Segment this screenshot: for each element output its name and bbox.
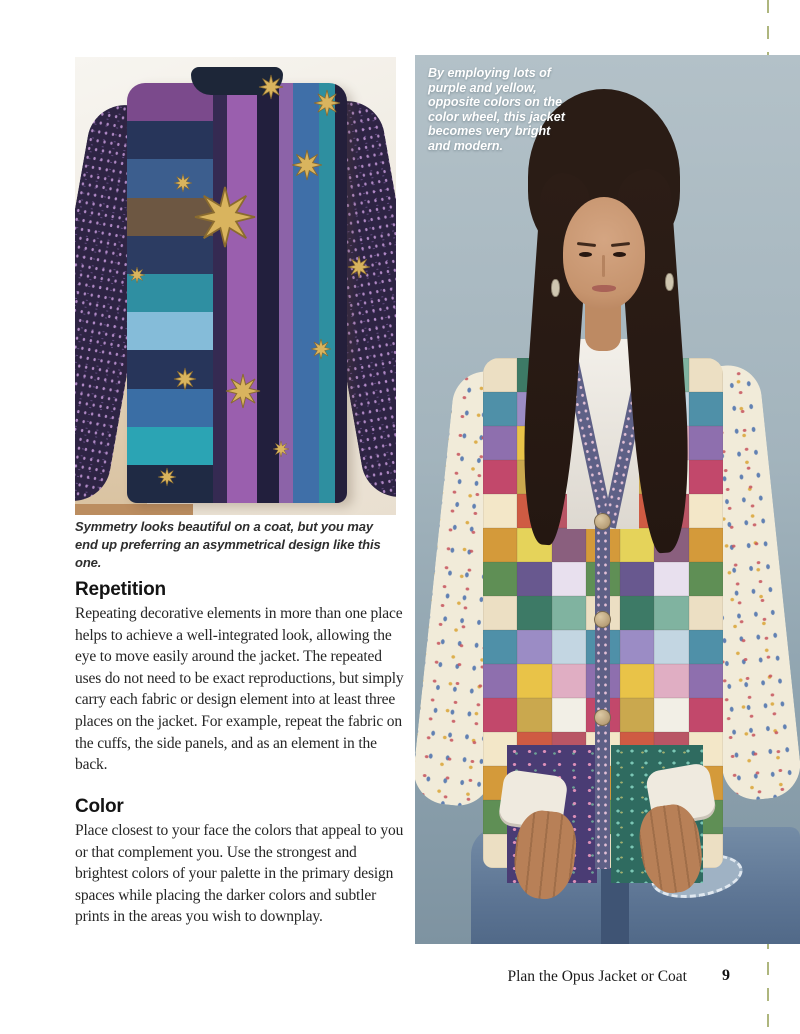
patch [483,664,517,698]
patch [517,630,551,664]
page-number: 9 [722,967,730,984]
star-applique [226,374,260,408]
left-photo-caption: Symmetry looks beautiful on a coat, but you may end up preferring an asymmetrical design like this one. [75,519,381,570]
star-applique [174,368,196,390]
star-applique [259,75,283,99]
patch [483,630,517,664]
model-jacket-photo [415,55,800,944]
patch [620,630,654,664]
star-applique [314,90,340,116]
patch [483,494,517,528]
face [563,197,645,309]
star-applique [348,256,370,278]
footer-title: Plan the Opus Jacket or Coat [507,968,687,985]
patch [689,664,723,698]
patch [552,596,586,630]
overlay-caption-line: becomes very bright [428,124,551,139]
photo-overlay-caption [428,66,588,154]
patch [689,392,723,426]
repetition-heading: Repetition [75,579,166,600]
patch [483,426,517,460]
back-jacket-photo [75,57,396,515]
patch [517,596,551,630]
earring-right [665,273,674,291]
patch [483,460,517,494]
patch [654,630,688,664]
patch [689,426,723,460]
eye-right [613,252,626,257]
patch [620,698,654,732]
star-applique [174,174,192,192]
patch [552,698,586,732]
overlay-caption-line: color wheel, this jacket [428,109,565,124]
patch [517,698,551,732]
patch [483,698,517,732]
overlay-caption-line: opposite colors on the [428,95,563,110]
front-placket [595,521,610,869]
lips [592,285,616,292]
nose [602,255,605,277]
color-paragraph: Place closest to your face the colors that appeal to you or that complement you. Use the strongest and brightest colors of your palette in the primary design spaces while placing the darker colors and subtler prints in the areas you wish to downplay. [75,822,404,926]
patch [689,562,723,596]
patch [552,664,586,698]
patch [483,528,517,562]
patch [483,562,517,596]
patch [620,664,654,698]
star-applique [158,468,176,486]
patch [689,596,723,630]
patch [654,562,688,596]
overlay-caption-line: and modern. [428,138,504,153]
patch [654,698,688,732]
patch [689,630,723,664]
star-applique [311,339,331,359]
patch [517,664,551,698]
patch [483,392,517,426]
patch [654,596,688,630]
star-applique [195,187,255,247]
patch [620,596,654,630]
patch [689,358,723,392]
jacket-button [594,709,611,726]
patch [483,596,517,630]
patch [620,562,654,596]
eye-left [579,252,592,257]
eyebrow-left [577,242,596,247]
patch [552,630,586,664]
star-applique [129,267,145,283]
jacket-button [594,513,611,530]
star-applique [273,441,289,457]
patch [689,460,723,494]
jacket-button [594,611,611,628]
patch [654,664,688,698]
overlay-caption-line: purple and yellow, [428,80,537,95]
color-heading: Color [75,796,124,817]
patch [689,698,723,732]
patch [552,562,586,596]
patch [689,528,723,562]
star-applique [292,150,322,180]
patch [483,358,517,392]
eyebrow-right [611,242,630,247]
patch [689,494,723,528]
repetition-paragraph: Repeating decorative elements in more than one place helps to achieve a well-integrated look, allowing the eye to move easily around the jacket. The repeated uses do not need to be exact reproductions, but simply carry each fabric or design element into at least three places on the jacket. For example, repeat the fabric on the cuffs, the side panels, and as an element in the back. [75,605,404,774]
patch [517,562,551,596]
earring-left [551,279,560,297]
star-appliques [75,57,396,515]
overlay-caption-line: By employing lots of [428,66,551,80]
